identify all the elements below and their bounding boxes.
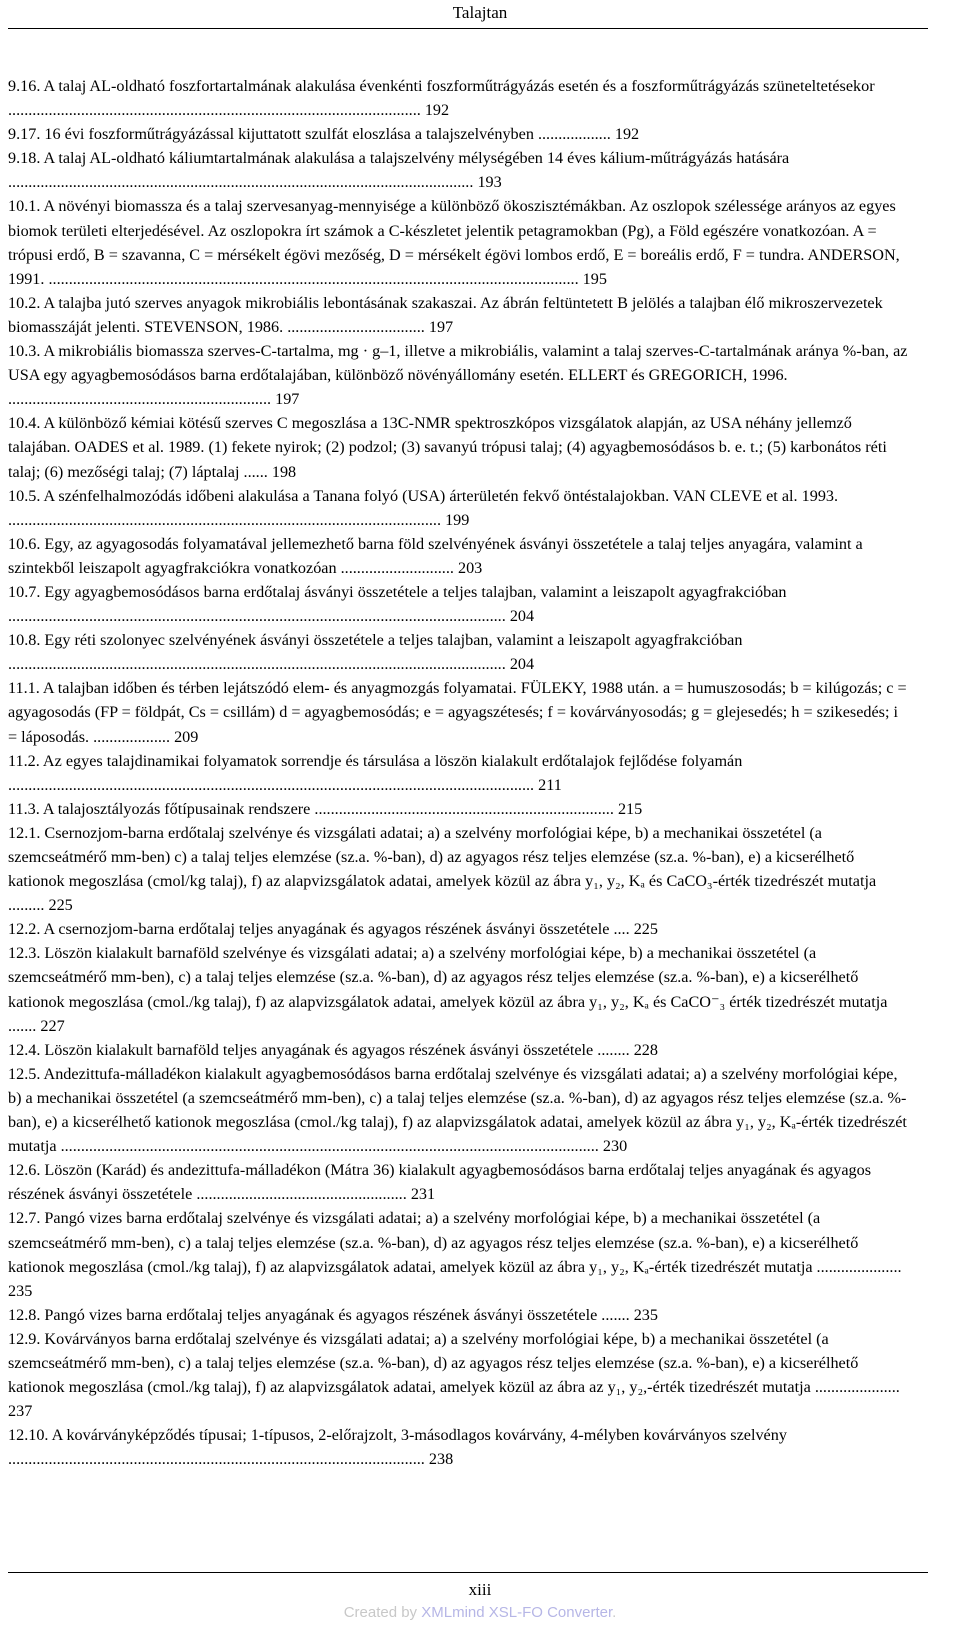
toc-entry-page: 192 xyxy=(424,101,450,120)
toc-entry[interactable] xyxy=(8,484,908,532)
toc-entry-page: 209 xyxy=(174,727,199,746)
toc-entry[interactable] xyxy=(8,628,908,676)
toc-entry-text: 10.8. Egy réti szolonyec szelvényének ásványi összetétele a teljes talajban, valamint a leiszapolt agyagfrakcióban ........................................................................................................................... xyxy=(8,631,743,674)
toc-entry-text: 10.4. A különböző kémiai kötésű szerves C megoszlása a 13C-NMR spektroszkópos vizsgálatok alapján, az USA néhány jellemző talajában. OADES et al. 1989. (1) fekete nyirok; (2) podzol; (3) savanyú trópusi talaj; (4) agyagbemosódásos b. e. t.; (5) karbonátos réti talaj; (6) mezőségi talaj; (7) láptalaj ...... xyxy=(8,414,887,481)
toc-entry[interactable] xyxy=(8,291,908,339)
toc-entry[interactable] xyxy=(8,194,908,290)
toc-entry-page: 197 xyxy=(275,390,300,409)
toc-entry-page: 230 xyxy=(602,1137,628,1156)
toc-entry[interactable] xyxy=(8,580,908,628)
credit-prefix: Created by xyxy=(343,1604,422,1621)
list-of-figures xyxy=(8,74,908,1471)
toc-entry-text: 12.7. Pangó vizes barna erdőtalaj szelvénye és vizsgálati adatai; a) a szelvény morfológiai képe, b) a mechanikai összetétel (a szemcseátmérő mm-ben), c) a talaj teljes elemzése (sz.a. %-ban), d) az agyagos rész teljes elemzése (sz.a. %-ban), e) a kicserélhető kationok megoszlása (cmol./kg talaj), f) az alapvizsgálatok adatai, amelyek közül az ábra y₁, y₂, Kₐ-érték tizedrészét mutatja ..................... xyxy=(8,1209,902,1276)
toc-entry-text: 10.2. A talajba jutó szerves anyagok mikrobiális lebontásának szakaszai. Az ábrán feltüntetett B jelölés a talajban élő mikroszervezetek biomasszáját jelenti. STEVENSON, 1986. .................................. xyxy=(8,293,883,336)
toc-entry-page: 237 xyxy=(8,1402,33,1421)
toc-entry[interactable] xyxy=(8,532,908,580)
toc-entry-page: 204 xyxy=(509,607,535,626)
toc-entry[interactable] xyxy=(8,1158,908,1206)
toc-entry-page: 225 xyxy=(48,896,73,915)
toc-entry-page: 235 xyxy=(633,1305,658,1324)
toc-entry[interactable] xyxy=(8,749,908,797)
toc-entry-text: 9.17. 16 évi foszforműtrágyázással kijuttatott szulfát eloszlása a talajszelvényben .................. xyxy=(8,125,611,144)
toc-entry-text: 10.6. Egy, az agyagosodás folyamatával jellemezhető barna föld szelvényének ásványi összetétele a talaj teljes anyagára, valamint a szintekből leiszapolt agyagfrakciókra vonatkozóan ............................ xyxy=(8,534,863,577)
toc-entry-text: 12.3. Löszön kialakult barnaföld szelvénye és vizsgálati adatai; a) a szelvény morfológiai képe, b) a mechanikai összetétel (a szemcseátmérő mm-ben), c) a talaj teljes elemzése (sz.a. %-ban), d) az agyagos rész teljes elemzése (sz.a. %-ban), e) a kicserélhető kationok megoszlása (cmol./kg talaj), f) az alapvizsgálatok adatai, amelyek közül az ábra y₁, y₂, Kₐ és CaCO⁻₃ érték tizedrészét mutatja ....... xyxy=(8,944,888,1035)
toc-entry-page: 211 xyxy=(538,775,562,794)
toc-entry-text: 11.2. Az egyes talajdinamikai folyamatok sorrendje és társulása a löszön kialakult erdőtalajok fejlődése folyamán .................................................................................................................................. xyxy=(8,751,743,794)
toc-entry-text: 12.5. Andezittufa-málladékon kialakult agyagbemosódásos barna erdőtalaj szelvénye és vizsgálati adatai; a) a szelvény morfológiai képe, b) a mechanikai összetétel (a szemcseátmérő mm-ben), c) a talaj teljes elemzése (sz.a. %-ban), d) az agyagos rész teljes elemzése (sz.a. %-ban), e) a kicserélhető kationok megoszlása (cmol./kg talaj), f) az alapvizsgálatok adatai, amelyek közül az ábra y₁, y₂, Kₐ-érték tizedrészét mutatja ..................................................................................................................................... xyxy=(8,1064,907,1156)
toc-entry-page: 193 xyxy=(477,173,502,192)
toc-entry-text: 10.3. A mikrobiális biomassza szerves-C-tartalma, mg · g–1, illetve a mikrobiális, valamint a talaj szerves-C-tartalmának aránya %-ban, az USA egy agyagbemosódásos barna erdőtalajában, különböző növényállomány esetén. ELLERT és GREGORICH, 1996. ................................................................. xyxy=(8,342,908,409)
toc-entry-text: 10.7. Egy agyagbemosódásos barna erdőtalaj ásványi összetétele a teljes talajban, valamint a leiszapolt agyagfrakcióban ........................................................................................................................... xyxy=(8,582,787,626)
toc-entry-page: 199 xyxy=(445,510,470,529)
toc-entry-page: 227 xyxy=(40,1016,65,1035)
toc-entry-text: 11.1. A talajban időben és térben lejátszódó elem- és anyagmozgás folyamatai. FÜLEKY, 1988 után. a = humuszosodás; b = kilúgozás; c = agyagosodás (FP = földpát, Cs = csillám) d = agyagbemosódás; e = agyagszétesés; f = kovárványosodás; g = glejesedés; h = szikesedés; i = láposodás. ................... xyxy=(8,679,907,746)
toc-entry-page: 195 xyxy=(582,269,607,288)
toc-entry[interactable] xyxy=(8,1303,908,1327)
toc-entry[interactable] xyxy=(8,339,908,411)
toc-entry[interactable] xyxy=(8,74,908,122)
toc-entry-text: 11.3. A talajosztályozás főtípusainak rendszere .......................................................................... xyxy=(8,799,614,818)
toc-entry[interactable] xyxy=(8,676,908,748)
credit-brand: XMLmind XSL-FO Converter xyxy=(421,1604,613,1621)
toc-entry-text: 12.8. Pangó vizes barna erdőtalaj teljes anyagának és agyagos részének ásványi összetétele ....... xyxy=(8,1305,630,1324)
toc-entry[interactable] xyxy=(8,797,908,821)
footer-rule xyxy=(8,1572,928,1573)
toc-entry-page: 228 xyxy=(633,1040,658,1059)
toc-entry[interactable] xyxy=(8,1206,908,1302)
toc-entry-page: 203 xyxy=(457,558,483,577)
header-rule xyxy=(8,28,928,29)
toc-entry-page: 197 xyxy=(428,317,454,336)
toc-entry[interactable] xyxy=(8,1327,908,1423)
toc-entry[interactable] xyxy=(8,1038,908,1062)
toc-entry[interactable] xyxy=(8,917,908,941)
toc-entry-page: 235 xyxy=(8,1281,33,1300)
toc-entry-text: 12.6. Löszön (Karád) és andezittufa-málladékon (Mátra 36) kialakult agyagbemosódásos barna erdőtalaj teljes anyagának és agyagos részének ásványi összetétele .................................................... xyxy=(8,1161,872,1204)
toc-entry-page: 231 xyxy=(410,1185,436,1204)
toc-entry-text: 9.16. A talaj AL-oldható foszfortartalmának alakulása évenkénti foszforműtrágyázás esetén és a foszforműtrágyázás szüneteltetésekor ...................................................................................................... xyxy=(8,77,875,120)
toc-entry-text: 12.1. Csernozjom-barna erdőtalaj szelvénye és vizsgálati adatai; a) a szelvény morfológiai képe, b) a mechanikai összetétel (a szemcseátmérő mm-ben) c) a talaj teljes elemzése (sz.a. %-ban), d) az agyagos rész teljes elemzése (sz.a. %-ban), e) a kicserélhető kationok megoszlása (cmol/kg talaj), f) az alapvizsgálatok adatai, amelyek közül az ábra y₁, y₂, Kₐ és CaCO₃-érték tizedrészét mutatja ......... xyxy=(8,823,877,915)
toc-entry-page: 204 xyxy=(509,655,535,674)
toc-entry[interactable] xyxy=(8,1423,908,1471)
toc-entry-page: 238 xyxy=(428,1450,454,1469)
toc-entry-text: 10.1. A növényi biomassza és a talaj szervesanyag-mennyisége a különböző ökoszisztémákban. Az oszlopok szélessége arányos az egyes biomok területi elterjedésével. Az oszlopokra írt számok a C-készletet jelentik petagramokban (Pg), a Föld egészére vonatkozóan. A = trópusi erdő, B = szavanna, C = mérsékelt égövi mezőség, D = mérsékelt égövi lombos erdő, E = boreális erdő, F = tundra. ANDERSON, 1991. ................................................................................................................................... xyxy=(8,197,900,288)
page-number: xiii xyxy=(468,1580,492,1599)
running-header: Talajtan xyxy=(452,3,508,22)
toc-entry-page: 198 xyxy=(271,462,297,481)
toc-entry[interactable] xyxy=(8,146,908,194)
toc-entry-text: 9.18. A talaj AL-oldható káliumtartalmának alakulása a talajszelvény mélységében 14 éves kálium-műtrágyázás hatására ................................................................................................................... xyxy=(8,149,790,192)
toc-entry-text: 12.10. A kovárványképződés típusai; 1-típusos, 2-előrajzolt, 3-másodlagos kovárvány, 4-mélyben kovárványos szelvény ....................................................................................................... xyxy=(8,1426,787,1469)
toc-entry-text: 12.2. A csernozjom-barna erdőtalaj teljes anyagának és agyagos részének ásványi összetétele .... xyxy=(8,920,630,939)
toc-entry-page: 215 xyxy=(617,799,643,818)
toc-entry-page: 192 xyxy=(614,125,640,144)
toc-entry[interactable] xyxy=(8,122,908,146)
toc-entry-text: 12.9. Kovárványos barna erdőtalaj szelvénye és vizsgálati adatai; a) a szelvény morfológiai képe, b) a mechanikai összetétel (a szemcseátmérő mm-ben), c) a talaj teljes elemzése (sz.a. %-ban), d) az agyagos rész teljes elemzése (sz.a. %-ban), e) a kicserélhető kationok megoszlása (cmol./kg talaj), f) az alapvizsgálatok adatai, amelyek közül az ábra az y₁, y₂,-érték tizedrészét mutatja ..................... xyxy=(8,1329,900,1397)
toc-entry[interactable] xyxy=(8,1062,908,1158)
credit-suffix: . xyxy=(612,1604,617,1621)
toc-entry-text: 12.4. Löszön kialakult barnaföld teljes anyagának és agyagos részének ásványi összetétele ........ xyxy=(8,1040,630,1059)
toc-entry[interactable] xyxy=(8,821,908,917)
toc-entry-text: 10.5. A szénfelhalmozódás időbeni alakulása a Tanana folyó (USA) árterületén fekvő öntéstalajokban. VAN CLEVE et al. 1993. ........................................................................................................... xyxy=(8,486,839,529)
converter-credit xyxy=(0,1603,960,1623)
toc-entry[interactable] xyxy=(8,941,908,1037)
toc-entry-page: 225 xyxy=(633,920,658,939)
toc-entry[interactable] xyxy=(8,411,908,483)
